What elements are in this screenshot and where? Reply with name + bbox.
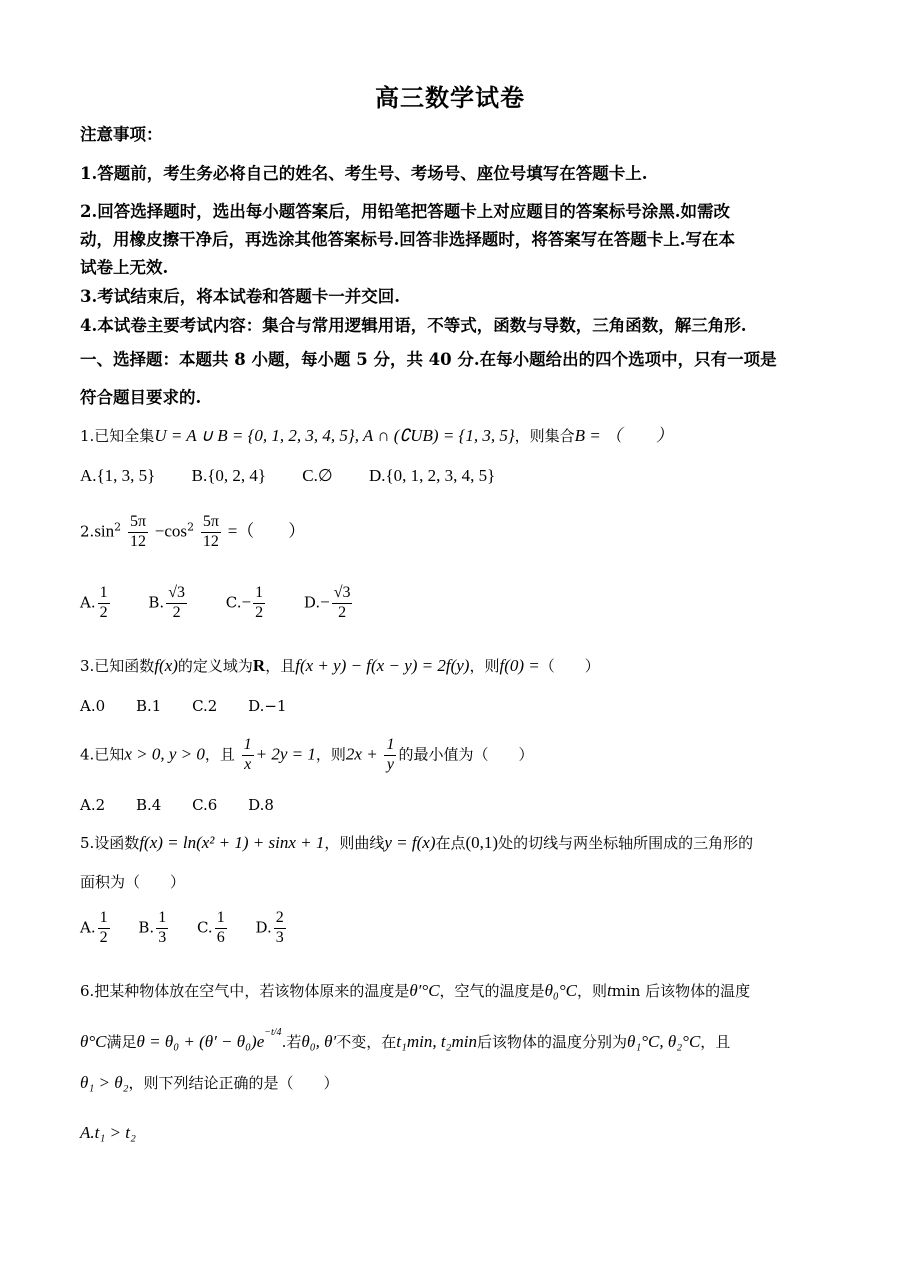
q4-math-1: x > 0, y > 0 [124,744,205,764]
notice-item-4: 4.本试卷主要考试内容：集合与常用逻辑用语，不等式，函数与导数，三角函数，解三角形. [80,316,747,335]
notice-item-1: 1.答题前，考生务必将自己的姓名、考生号、考场号、座位号填写在答题卡上. [80,164,648,183]
q5-text-4: 处的切线与两坐标轴所围成的三角形的 [498,834,754,852]
q6-math-7: θ₀, θ′ [301,1032,337,1051]
q5-math-1: f(x) = ln(x² + 1) + sinx + 1 [139,833,325,852]
q1-option-d: D.{0, 1, 2, 3, 4, 5} [368,466,496,485]
question-5-options [80,910,310,947]
q6-text-9: ，且 [700,1033,731,1051]
notice-item-2-line-3: 试卷上无效. [80,258,169,277]
q1-stem-prefix: 1.已知全集 [80,427,155,445]
q1-tail: B = （ ） [574,426,674,445]
q1-option-b: B.{0, 2, 4} [191,466,267,485]
notice-item-2-line-2: 动，用橡皮擦干净后，再选涂其他答案标号.回答非选择题时，将答案写在答题卡上.写在本 [80,230,735,249]
question-4-stem [80,737,534,774]
q3-option-d: D.−1 [248,697,287,715]
question-6-line-3 [80,1072,339,1093]
question-3-options [80,697,312,715]
q5-text-2: ，则曲线 [324,834,385,852]
question-4-options [80,796,300,814]
question-1-stem [80,421,673,446]
q1-math: U = A ∪ B = {0, 1, 2, 3, 4, 5}, A ∩ (∁UB) = {1, 3, 5} [154,426,515,445]
q4-text-3: ，则 [315,745,346,764]
q1-option-a: A.{1, 3, 5} [80,466,156,485]
q3-text-4: ，则 [469,657,500,675]
q6-math-1: θ′°C [409,981,440,1000]
q1-option-c: C.∅ [302,466,333,485]
q5-option-c: C. $\frac{1}{6}$ [196,909,225,946]
question-2-stem: $2.\sin^2$ $\frac{5\pi}{12}$ $-\cos^2$ $\frac{5\pi}{12}$ =（ ） [80,513,306,550]
q3-math-3: f(0) = [499,656,540,675]
q3-set-r: R [252,656,266,675]
q2-option-c: C.− $\frac{1}{2}$ [225,584,264,621]
section-heading-line-1: 一、选择题：本题共 8 小题，每小题 5 分，共 40 分.在每小题给出的四个选项中，只有一项是 [80,350,777,369]
q2-tail: =（ ） [227,521,306,541]
q3-text-1: 3.已知函数 [80,657,155,675]
q5-math-2: y = f(x) [384,833,436,852]
section-heading-line-2: 符合题目要求的. [80,388,202,407]
q6-text-3: ，则 [576,982,607,1000]
q2-option-a: A. $\frac{1}{2}$ [80,584,108,621]
q3-text-5: （ ） [539,657,600,675]
q5-option-a: A. $\frac{1}{2}$ [80,909,108,946]
question-5-stem-line-2: 面积为（ ） [80,873,186,891]
question-3-stem [80,655,600,676]
q6-text-1: 6.把某种物体放在空气中，若该物体原来的温度是 [80,982,410,1000]
q6-text-2: ，空气的温度是 [439,982,545,1000]
q2-cos: cos [164,521,188,541]
q5-text-3: 在点 [435,834,466,852]
q4-text-4: 的最小值为（ ） [398,745,534,764]
notice-item-2-line-1: 2.回答选择题时，选出每小题答案后，用铅笔把答题卡上对应题目的答案标号涂黑.如需改 [80,202,730,221]
q5-option-b: B. $\frac{1}{3}$ [138,909,167,946]
question-2-options [80,585,386,622]
q5-text-1: 5.设函数 [80,834,140,852]
q4-option-c: C.6 [192,796,218,814]
q6-math-6: θ = θ₀ + (θ′ − θ₀)e [136,1032,265,1051]
notice-heading: 注意事项： [80,125,163,144]
q5-math-3: (0,1) [465,833,499,852]
question-6-line-1 [80,980,750,1001]
q1-stem-suffix: ，则集合 [514,427,575,445]
q2-cos-exponent: 2 [187,520,195,534]
question-5-stem-line-1 [80,832,753,853]
q2-sin-exponent: 2 [114,520,122,534]
q6-text-10: ，则下列结论正确的是（ ） [128,1074,339,1092]
q4-option-d: D.8 [248,796,274,814]
notice-item-3: 3.考试结束后，将本试卷和答题卡一并交回. [80,287,400,306]
q6-math-10: θ₁ > θ₂ [80,1073,129,1092]
q3-option-c: C.2 [192,697,218,715]
page-title: 高三数学试卷 [375,83,525,112]
q5-option-d: D. $\frac{2}{3}$ [255,909,284,946]
q2-sin: sin [94,521,115,541]
q4-fraction-1: $\frac{1}{x}$ [243,736,252,773]
q4-fraction-2: $\frac{1}{y}$ [386,736,395,773]
q3-text-3: ，且 [265,657,296,675]
q6-exponent: −t/4 [264,1027,282,1038]
q6-text-5: 满足 [106,1033,137,1051]
q4-text-2: ，且 [204,745,235,764]
q6-math-8: t₁min, t₂min [396,1032,477,1051]
q4-math-2: + 2y = 1 [255,744,316,764]
question-1-options [80,466,527,486]
q2-option-d: D.− $\frac{√3}{2}$ [303,584,351,621]
q2-fraction-2: $\frac{5\pi}{12}$ [202,513,219,550]
q4-option-a: A.2 [80,796,106,814]
q6-math-3: t [606,981,612,1000]
q4-text-1: 4.已知 [80,745,125,764]
q3-text-2: 的定义域为 [177,657,253,675]
q3-math-1: f(x) [154,656,178,675]
q2-option-b: B. $\frac{√3}{2}$ [148,584,185,621]
q4-option-b: B.4 [135,796,162,814]
q6-math-5: θ°C [80,1032,107,1051]
q6-option-a: A.t₁ > t₂ [80,1123,136,1142]
q6-math-2: θ₀°C [544,981,577,1000]
q2-prefix: 2. [80,522,95,541]
q3-math-2: f(x + y) − f(x − y) = 2f(y) [295,656,470,675]
q6-text-6: .若 [281,1033,302,1051]
q6-text-4: min 后该物体的温度 [611,982,751,1000]
q3-option-a: A.0 [80,697,106,715]
q6-text-7: 不变，在 [336,1033,397,1051]
q4-math-3: 2x + [345,744,378,764]
q2-fraction-1: $\frac{5\pi}{12}$ [129,513,147,550]
q6-text-8: 后该物体的温度分别为 [476,1033,627,1051]
q3-option-b: B.1 [135,697,162,715]
question-6-line-2 [80,1027,730,1052]
q6-math-9: θ₁°C, θ₂°C [627,1032,701,1051]
